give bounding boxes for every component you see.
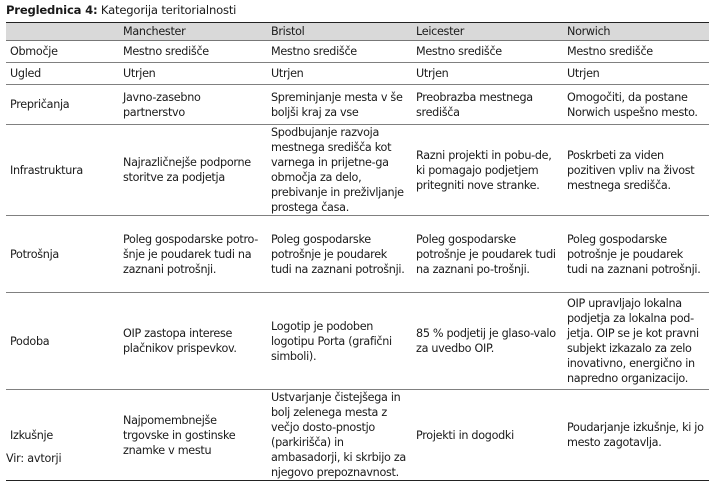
table-cell: Utrjen — [416, 67, 449, 80]
row-label: Potrošnja — [10, 247, 59, 261]
table-cell: OIP upravljajo lokalna podjetja za lokalna pod-jetja. OIP se je kot pravni subjekt izkazalo za zelo inovativno, energično in napredno organizacijo. — [567, 297, 699, 385]
header-bristol: Bristol — [271, 25, 305, 38]
table-cell: Javno-zasebno partnerstvo — [123, 90, 201, 119]
table-cell: Poleg gospodarske potrošnje je poudarek tudi na zaznani potrošnji. — [271, 232, 405, 276]
table-cell: Preobrazba mestnega središča — [416, 90, 533, 119]
table-cell: Najrazličnejše podporne storitve za podjetja — [123, 156, 251, 184]
row-label: Infrastruktura — [10, 163, 83, 177]
header-leicester: Leicester — [416, 25, 465, 38]
table-row — [6, 216, 709, 293]
table-row — [6, 125, 709, 216]
header-empty — [6, 23, 119, 41]
header-manchester: Manchester — [123, 25, 186, 38]
table-cell: Poleg gospodarske potrošnje je poudarek tudi na zaznani potrošnji. — [567, 232, 701, 276]
table-cell: 85 % podjetij je glaso-valo za uvedbo OIP. — [416, 327, 556, 355]
row-label: Izkušnje — [10, 428, 53, 442]
table-cell: Utrjen — [123, 67, 156, 80]
table-cell: Poleg gospodarske potro-šnje je poudarek tudi na zaznani potrošnji. — [123, 232, 259, 276]
row-label: Prepričanja — [10, 98, 70, 111]
row-label: Območje — [10, 45, 58, 58]
table-cell: Spreminjanje mesta v še boljši kraj za vse — [271, 90, 403, 119]
table-cell: Poudarjanje izkušnje, ki jo mesto zagotavlja. — [567, 421, 704, 449]
table-cell: OIP zastopa interese plačnikov prispevkov. — [123, 327, 237, 355]
table-cell: Logotip je podoben logotipu Porta (grafični simboli). — [271, 319, 392, 363]
table-row — [6, 41, 709, 63]
header-norwich: Norwich — [567, 25, 611, 38]
table-cell: Mestno središče — [416, 45, 502, 58]
table-row — [6, 63, 709, 85]
table-caption — [6, 3, 236, 17]
table-header-row — [6, 23, 709, 41]
table-cell: Spodbujanje razvoja mestnega središča kot varnega in prijetne-ga območja za delo, prebivanje in preživljanje prostega časa. — [271, 126, 404, 214]
table-cell: Mestno središče — [123, 45, 209, 58]
table-cell: Utrjen — [567, 67, 600, 80]
table-cell: Poleg gospodarske potrošnje je poudarek tudi na zaznani po-trošnji. — [416, 232, 556, 276]
table-cell: Mestno središče — [271, 45, 357, 58]
row-label: Podoba — [10, 334, 50, 348]
table-row — [6, 293, 709, 390]
table-cell: Poskrbeti za viden pozitiven vpliv na živost mestnega središča. — [567, 148, 695, 192]
table-cell: Mestno središče — [567, 45, 653, 58]
table-cell: Najpomembnejše trgovske in gostinske znamke v mestu — [123, 413, 236, 457]
row-label: Ugled — [10, 67, 41, 80]
table-row — [6, 85, 709, 125]
territoriality-table — [6, 22, 709, 481]
table-cell: Razni projekti in pobu-de, ki pomagajo podjetjem pritegniti nove stranke. — [416, 148, 552, 192]
table-cell: Projekti in dogodki — [416, 428, 514, 442]
table-cell: Ustvarjanje čistejšega in bolj zelenega mesta z večjo dosto-pnostjo (parkirišča) in ambasadorji, ki skrbijo za njegovo prepoznavnost. — [271, 391, 406, 479]
table-cell: Utrjen — [271, 67, 304, 80]
table-cell: Omogočiti, da postane Norwich uspešno mesto. — [567, 90, 698, 119]
caption-title: Kategorija teritorialnosti — [100, 3, 237, 17]
source-note: Vir: avtorji — [6, 452, 62, 465]
caption-label: Preglednica 4: — [6, 3, 98, 17]
table-row — [6, 390, 709, 481]
